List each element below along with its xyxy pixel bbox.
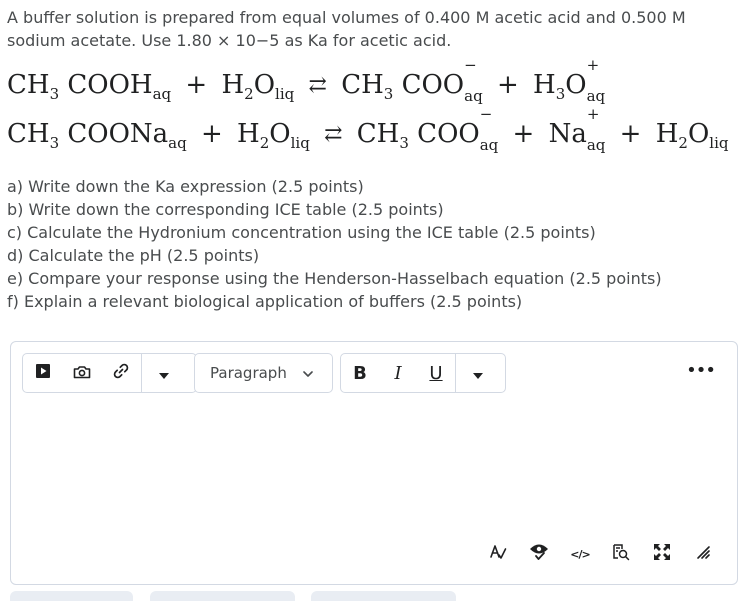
editor-content-area[interactable] (23, 404, 725, 534)
preview-icon (612, 543, 630, 565)
bold-button[interactable]: B (353, 362, 367, 384)
question-item: b) Write down the corresponding ICE table (2.5 points) (7, 200, 444, 219)
more-actions-button[interactable]: ••• (686, 360, 715, 381)
bottom-tab[interactable] (150, 591, 295, 601)
insert-more-button[interactable] (142, 354, 186, 392)
rich-text-editor[interactable] (10, 341, 738, 585)
question-intro: A buffer solution is prepared from equal volumes of 0.400 M acetic acid and 0.500 M sodium acetate. Use 1.80 × 10−5 as Ka for acetic acid. (7, 8, 686, 50)
italic-button[interactable]: I (394, 362, 402, 384)
insert-image-button[interactable] (63, 354, 101, 392)
insert-toolbar-group (22, 353, 197, 393)
question-item: d) Calculate the pH (2.5 points) (7, 246, 260, 265)
equilibrium-arrow: ⇄ (324, 122, 343, 147)
link-icon (112, 362, 130, 384)
underline-button[interactable]: U (429, 362, 443, 384)
spellcheck-icon (489, 543, 507, 565)
play-square-icon (35, 363, 51, 383)
camera-icon (73, 364, 91, 383)
caret-down-icon (159, 364, 169, 383)
equation-acetic-acid: $CH_3$ $COOH_{aq} + H_2O_{liq}$ ⇄ $CH_3$ COO − $_{aq} + H_3O$ + $_{aq}$ (7, 56, 606, 105)
question-item: a) Write down the Ka expression (2.5 points) (7, 177, 364, 196)
spellcheck-button[interactable] (486, 542, 510, 566)
question-item: f) Explain a relevant biological application of buffers (2.5 points) (7, 292, 523, 311)
question-item: e) Compare your response using the Henderson-Hasselbach equation (2.5 points) (7, 269, 662, 288)
bottom-tab[interactable] (311, 591, 456, 601)
insert-link-button[interactable] (101, 354, 141, 392)
caret-down-icon (473, 364, 483, 383)
paragraph-style-select[interactable] (194, 353, 333, 393)
equilibrium-arrow: ⇄ (308, 73, 327, 98)
editor-bottom-toolbar (469, 542, 715, 566)
resize-handle-icon (695, 544, 711, 564)
equation-sodium-acetate: $CH_3$ COONa$_{aq}$ + $H_2O_{liq}$ ⇄ $CH_3$ COO − $_{aq}$ + Na + $_{aq} + H_2O_{liq}$ (7, 105, 729, 154)
chevron-down-icon (303, 366, 313, 380)
bottom-tab[interactable] (10, 591, 133, 601)
source-code-button[interactable] (568, 542, 592, 566)
insert-stuff-button[interactable] (23, 354, 63, 392)
source-code-icon: </> (570, 547, 590, 561)
preview-button[interactable] (609, 542, 633, 566)
fullscreen-button[interactable] (650, 542, 674, 566)
question-item: c) Calculate the Hydronium concentration using the ICE table (2.5 points) (7, 223, 596, 242)
question-list (7, 175, 662, 313)
format-toolbar-group (340, 353, 506, 393)
accessibility-check-icon (529, 543, 549, 565)
format-more-button[interactable] (456, 354, 500, 392)
resize-handle[interactable] (691, 542, 715, 566)
fullscreen-icon (653, 543, 671, 565)
accessibility-checker-button[interactable] (527, 542, 551, 566)
paragraph-style-label: Paragraph (210, 364, 287, 382)
